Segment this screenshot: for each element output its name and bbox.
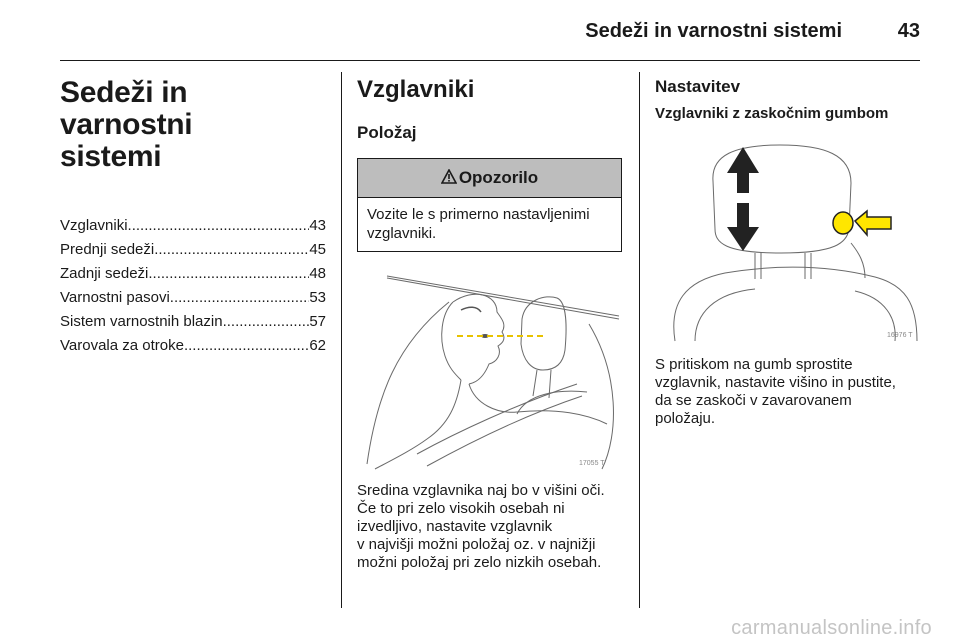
warning-box <box>357 158 622 252</box>
column-divider <box>639 72 640 608</box>
adjustment-subtitle: Vzglavniki z zaskočnim gumbom <box>655 105 889 122</box>
toc-entry[interactable] <box>60 238 326 262</box>
toc-entry[interactable] <box>60 214 326 238</box>
toc-label: Prednji sedeži <box>60 241 155 258</box>
warning-text: Vozite le s primerno nastavljenimi vzglavniki. <box>367 206 590 242</box>
toc-page: 62 <box>309 337 326 354</box>
adjustment-instructions <box>655 356 925 428</box>
column-divider <box>341 72 342 608</box>
toc-page: 48 <box>309 265 326 282</box>
toc-label: Varovala za otroke <box>60 337 184 354</box>
toc-entry[interactable] <box>60 310 326 334</box>
toc-label: Zadnji sedeži <box>60 265 149 282</box>
text-line: položaju. <box>655 410 716 427</box>
text-line: vzglavnik, nastavite višino in pustite, <box>655 374 896 391</box>
toc-entry[interactable] <box>60 286 326 310</box>
text-line: izvedljivo, nastavite vzglavnik <box>357 518 553 535</box>
adjustment-section <box>655 77 925 428</box>
watermark: carmanualsonline.info <box>731 617 932 639</box>
toc-leader <box>128 214 310 238</box>
chapter-column <box>60 77 326 358</box>
toc-leader <box>170 286 310 310</box>
toc-leader <box>223 310 310 334</box>
warning-header <box>358 159 621 198</box>
toc-entry[interactable] <box>60 262 326 286</box>
headrest-adjustment-illustration <box>655 133 921 343</box>
toc-page: 57 <box>309 313 326 330</box>
subsection-title: Položaj <box>357 123 417 142</box>
table-of-contents <box>60 214 326 358</box>
toc-leader <box>148 262 309 286</box>
text-line: Sredina vzglavnika naj bo v višini oči. <box>357 482 605 499</box>
toc-page: 43 <box>309 217 326 234</box>
toc-entry[interactable] <box>60 334 326 358</box>
page-number: 43 <box>897 20 920 42</box>
headrest-position-illustration <box>357 264 622 470</box>
headrest-section <box>357 77 622 572</box>
chapter-title-line: Sedeži in varnostni <box>60 76 193 141</box>
text-line: Če to pri zelo visokih osebah ni <box>357 500 565 517</box>
toc-label: Varnostni pasovi <box>60 289 170 306</box>
toc-label: Vzglavniki <box>60 217 128 234</box>
page-header <box>60 0 920 61</box>
toc-label: Sistem varnostnih blazin <box>60 313 223 330</box>
toc-leader <box>184 334 309 358</box>
chapter-title <box>60 77 326 173</box>
text-line: da se zaskoči v zavarovanem <box>655 392 852 409</box>
warning-triangle-icon <box>441 160 457 198</box>
toc-page: 53 <box>309 289 326 306</box>
section-title: Vzglavniki <box>357 76 475 103</box>
text-line: S pritiskom na gumb sprostite <box>655 356 853 373</box>
text-line: možni položaj pri zelo nizkih osebah. <box>357 554 602 571</box>
adjustment-title: Nastavitev <box>655 77 741 96</box>
position-instructions <box>357 482 622 572</box>
text-line: v najvišji možni položaj oz. v najnižji <box>357 536 596 553</box>
figure-code: 16976 T <box>887 332 913 339</box>
toc-leader <box>154 238 309 262</box>
warning-heading: Opozorilo <box>458 168 539 187</box>
chapter-title-line: sistemi <box>60 140 162 173</box>
figure-code: 17055 T <box>579 460 605 467</box>
running-header-title: Sedeži in varnostni sistemi <box>585 20 842 42</box>
toc-page: 45 <box>309 241 326 258</box>
